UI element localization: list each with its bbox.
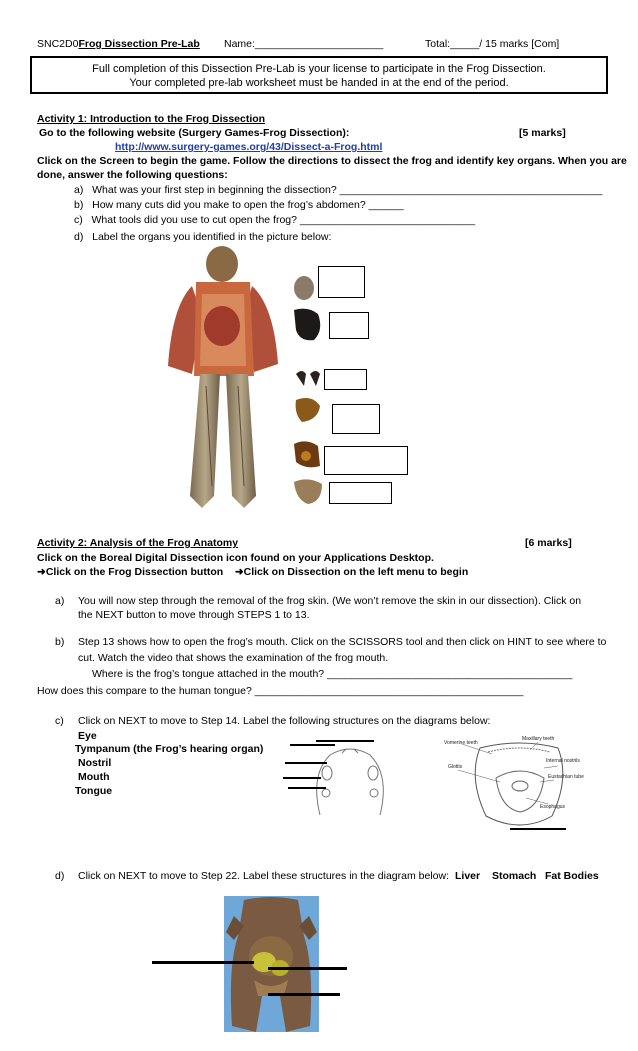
label-line bbox=[268, 993, 340, 996]
worksheet-title: Frog Dissection Pre-Lab bbox=[78, 38, 200, 50]
organ-label-box[interactable] bbox=[324, 369, 367, 390]
question-a-line-2: the NEXT button to move through STEPS 1 to 13. bbox=[78, 609, 310, 621]
tongue-question[interactable]: Where is the frog’s tongue attached in the mouth? __________________________________________ bbox=[92, 668, 573, 680]
activity2-steps bbox=[37, 566, 468, 579]
label-line bbox=[285, 762, 327, 764]
label-line bbox=[290, 744, 335, 746]
activity1-intro-2: done, answer the following questions: bbox=[37, 169, 228, 181]
term-stomach: Stomach bbox=[492, 870, 537, 882]
arrow-right-icon: ➜ bbox=[234, 566, 244, 578]
term-tympanum: Tympanum (the Frog’s hearing organ) bbox=[75, 743, 264, 755]
question-d-text: Click on NEXT to move to Step 22. Label these structures in the diagram below: bbox=[78, 870, 449, 882]
internal-nostrils-label: Internal nostrils bbox=[546, 758, 580, 764]
term-mouth: Mouth bbox=[78, 771, 110, 783]
total-marks: Total:_____/ 15 marks [Com] bbox=[425, 38, 560, 50]
question-a-label: a) bbox=[55, 595, 65, 607]
notice-line-1: Full completion of this Dissection Pre-Lab is your license to participate in the Frog Dissection. bbox=[92, 63, 546, 75]
license-notice bbox=[30, 56, 608, 94]
activity2-title: Activity 2: Analysis of the Frog Anatomy bbox=[37, 537, 239, 549]
arrow-right-icon: ➜ bbox=[37, 566, 46, 578]
question-d bbox=[74, 231, 331, 244]
question-text: What tools did you use to cut open the frog? ______________________________ bbox=[91, 214, 476, 226]
question-label: a) bbox=[74, 184, 84, 196]
question-text: How many cuts did you make to open the frog’s abdomen? ______ bbox=[92, 199, 404, 211]
activity1-title: Activity 1: Introduction to the Frog Dissection bbox=[37, 113, 266, 125]
label-line bbox=[152, 961, 254, 964]
notice-line-2: Your completed pre-lab worksheet must be handed in at the end of the period. bbox=[129, 77, 509, 89]
activity1-instruction: Go to the following website (Surgery Games-Frog Dissection): bbox=[39, 127, 350, 139]
frog-interior-image bbox=[224, 896, 319, 1032]
activity1-marks: [5 marks] bbox=[519, 127, 566, 139]
question-b-line-1: Step 13 shows how to open the frog’s mouth. Click on the SCISSORS tool and then click on HINT to see where to bbox=[78, 636, 607, 648]
question-c-label: c) bbox=[55, 715, 64, 727]
question-a-line-1: You will now step through the removal of the frog skin. (We won’t remove the skin in our dissection). Click on bbox=[78, 595, 582, 607]
frog-head-diagram bbox=[300, 735, 400, 825]
term-eye: Eye bbox=[78, 730, 97, 742]
name-field[interactable]: Name:______________________ bbox=[224, 38, 384, 50]
human-tongue-question[interactable]: How does this compare to the human tongue? ______________________________________________ bbox=[37, 685, 524, 697]
term-tongue: Tongue bbox=[75, 785, 113, 797]
label-line bbox=[316, 740, 374, 742]
glottis-label: Glottis bbox=[448, 764, 463, 770]
activity2-marks: [6 marks] bbox=[525, 537, 572, 549]
question-b-line-2: cut. Watch the video that shows the examination of the frog mouth. bbox=[78, 652, 389, 664]
vomerine-teeth-label: Vomerine teeth bbox=[444, 740, 478, 746]
term-fat-bodies: Fat Bodies bbox=[545, 870, 599, 882]
organ-label-box[interactable] bbox=[324, 446, 408, 475]
step-dissection-menu: Click on Dissection on the left menu to begin bbox=[243, 566, 469, 578]
activity2-instruction: Click on the Boreal Digital Dissection icon found on your Applications Desktop. bbox=[37, 552, 434, 564]
question-d-label: d) bbox=[55, 870, 65, 882]
label-line bbox=[283, 777, 321, 779]
organ-label-box[interactable] bbox=[329, 482, 392, 504]
question-text: What was your first step in beginning the dissection? _____________________________________________ bbox=[92, 184, 603, 196]
esophagus-label: Esophagus bbox=[540, 804, 566, 810]
question-c[interactable] bbox=[74, 214, 475, 227]
question-b-label: b) bbox=[55, 636, 65, 648]
label-line bbox=[268, 967, 347, 970]
header bbox=[37, 38, 200, 51]
question-c-text: Click on NEXT to move to Step 14. Label the following structures on the diagrams below: bbox=[78, 715, 491, 727]
activity1-intro-1: Click on the Screen to begin the game. Follow the directions to dissect the frog and identify key organs. When you are bbox=[37, 155, 627, 167]
maxillary-teeth-label: Maxillary teeth bbox=[522, 736, 555, 742]
organ-label-box[interactable] bbox=[332, 404, 380, 434]
question-a[interactable] bbox=[74, 184, 602, 197]
step-frog-dissection: Click on the Frog Dissection button bbox=[45, 566, 224, 578]
organ-label-box[interactable] bbox=[329, 312, 369, 339]
question-label: c) bbox=[74, 214, 83, 226]
question-b[interactable] bbox=[74, 199, 404, 212]
term-liver: Liver bbox=[455, 870, 481, 882]
question-label: b) bbox=[74, 199, 84, 211]
organ-label-box[interactable] bbox=[318, 266, 365, 298]
question-text: Label the organs you identified in the picture below: bbox=[92, 231, 332, 243]
label-line bbox=[510, 828, 566, 830]
eustachian-tube-label: Eustachian tube bbox=[548, 774, 584, 780]
frog-mouth-diagram bbox=[440, 738, 600, 838]
game-link[interactable]: http://www.surgery-games.org/43/Dissect-a-Frog.html bbox=[115, 141, 383, 153]
dissected-frog-image bbox=[162, 246, 286, 516]
course-code: SNC2D0 bbox=[37, 38, 79, 50]
label-line bbox=[288, 787, 326, 789]
term-nostril: Nostril bbox=[78, 757, 112, 769]
question-label: d) bbox=[74, 231, 84, 243]
